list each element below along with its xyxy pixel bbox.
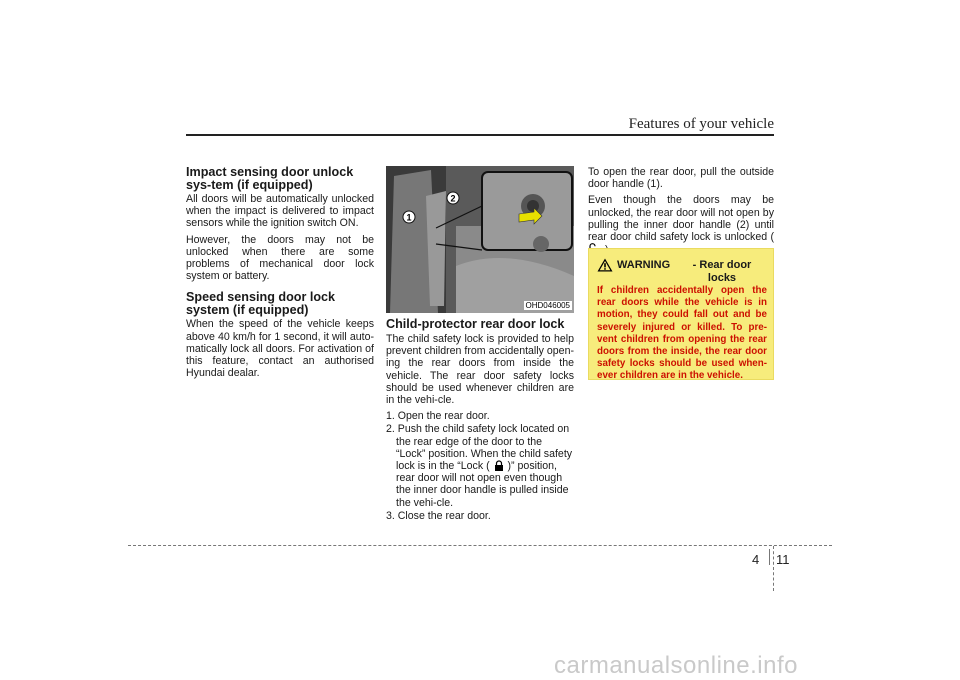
step-item: 3. Close the rear door. bbox=[386, 509, 491, 522]
page-number: 11 bbox=[776, 552, 790, 567]
heading-speed-sensing: Speed sensing door lock system (if equipped) bbox=[186, 290, 336, 318]
paragraph: To open the rear door, pull the outside door handle (1). bbox=[588, 166, 774, 191]
step-item: 2. Push the child safety lock located on the rear edge of the door to the “Lock” position. When the child safety lock is in the “Lock ( )” position, rear door will not open even though the inner door handle is pulled inside the vehi-cle. bbox=[386, 423, 573, 509]
column-3 bbox=[588, 166, 774, 260]
watermark: carmanualsonline.info bbox=[554, 652, 798, 679]
chapter-number: 4 bbox=[752, 552, 760, 567]
callout-2: 2 bbox=[450, 193, 456, 204]
heading-impact-sensing: Impact sensing door unlock sys-tem (if equipped) bbox=[186, 165, 354, 192]
door-illustration bbox=[386, 166, 574, 313]
warning-triangle-icon bbox=[597, 258, 613, 272]
warning-subject: - Rear door locks bbox=[692, 259, 752, 284]
step-item: 1. Open the rear door. bbox=[386, 410, 490, 423]
warning-box bbox=[588, 248, 774, 380]
warning-body: If children accidentally open the rear doors while the vehicle is in motion, they could fall out and be severely injured or killed. To pre-vent children from opening the rear doors from the inside, the rear door safety locks should be used when-ever children are in the vehicle. bbox=[597, 285, 767, 382]
paragraph: The child safety lock is provided to help prevent children from accidentally open-ing the rear doors from inside the vehicle. The rear door safety locks should be used whenever children are in the vehi-cle. bbox=[386, 333, 574, 407]
footer-vertical-rule bbox=[773, 546, 774, 591]
header-rule bbox=[186, 134, 774, 136]
figure-code: OHD046005 bbox=[525, 301, 570, 310]
door-lock-figure bbox=[386, 166, 574, 313]
paragraph: When the speed of the vehicle keeps above 40 km/h for 1 second, it will auto-matically lock all doors. For activation of this feature, contact an authorised Hyundai dealar. bbox=[186, 318, 374, 380]
column-2 bbox=[386, 318, 574, 523]
page-number-separator bbox=[769, 549, 770, 565]
paragraph: All doors will be automatically unlocked when the impact is delivered to impact sensors while the ignition switch ON. bbox=[186, 193, 374, 230]
heading-child-protector: Child-protector rear door lock bbox=[386, 317, 565, 331]
column-1 bbox=[186, 166, 374, 383]
callout-1: 1 bbox=[406, 212, 412, 223]
paragraph: However, the doors may not be unlocked when there are some problems of mechanical door lock system or battery. bbox=[186, 233, 374, 283]
footer-rule bbox=[128, 545, 832, 546]
padlock-locked-icon bbox=[493, 460, 505, 471]
steps-list bbox=[386, 410, 574, 522]
warning-title: WARNING bbox=[617, 259, 671, 271]
page-header-title: Features of your vehicle bbox=[628, 116, 774, 132]
paragraph: Even though the doors may be unlocked, the rear door will not open by pulling the inner door handle (2) until rear door child safety lock is unlocked ( bbox=[588, 194, 774, 256]
